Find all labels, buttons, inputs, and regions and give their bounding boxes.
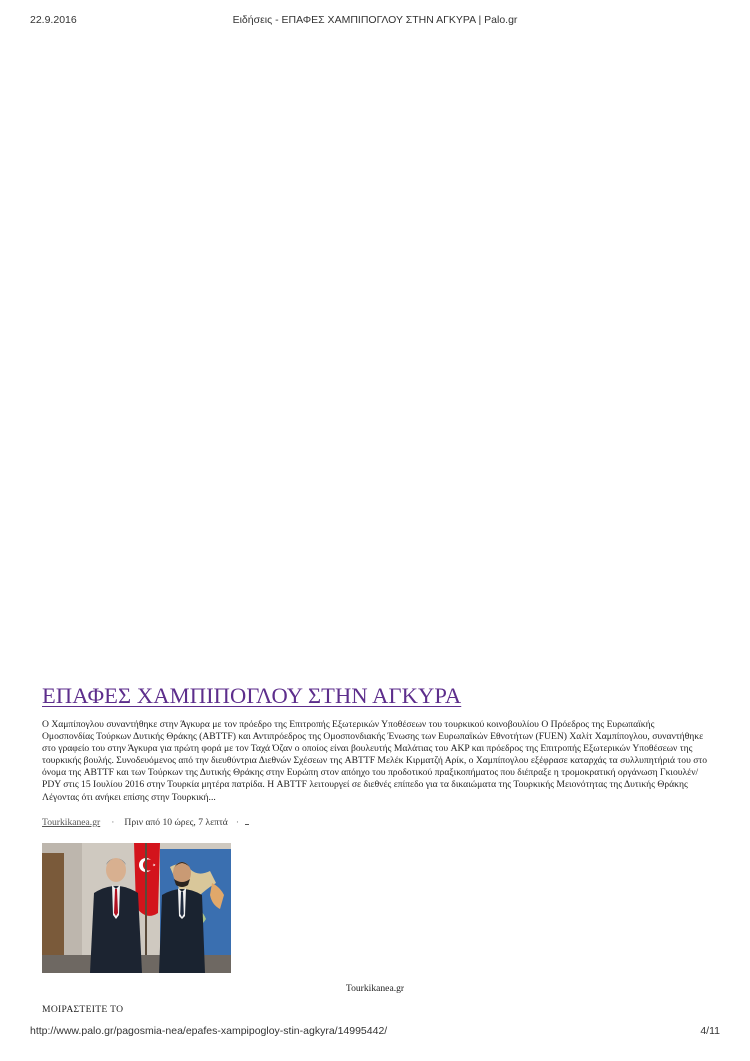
- time-ago: Πριν από 10 ώρες, 7 λεπτά: [124, 816, 228, 828]
- share-heading: ΜΟΙΡΑΣΤΕΙΤΕ ΤΟ: [42, 1004, 124, 1015]
- print-date: 22.9.2016: [30, 14, 77, 26]
- article-title-link[interactable]: ΕΠΑΦΕΣ ΧΑΜΠΙΠΟΓΛΟΥ ΣΤΗΝ ΑΓΚΥΡΑ: [42, 683, 462, 708]
- source-link[interactable]: Tourkikanea.gr: [42, 816, 101, 828]
- article-photo[interactable]: [42, 843, 231, 973]
- article-body: Ο Χαμπίπογλου συναντήθηκε στην Άγκυρα με τον πρόεδρο της Επιτροπής Εξωτερικών Υποθέσεων του τουρκικού κοινοβουλίου Ο Πρόεδρος της Ευρωπαϊκής Ομοσπονδίας Τούρκων Δυτικής Θράκης (ABTTF) και Αντιπρόεδρος της Ομοσπονδιακής Ένωσης των Ευρωπαϊκών Εθνοτήτων (FUEN) Χαλίτ Χαμπίπογλου, συναντήθηκε στο γραφείο του στην Άγκυρα για πρώτη φορά με τον Ταχά Όζαν ο οποίος είναι βουλευτής Μαλάτιας του AKP και πρόεδρος της Επιτροπής Εξωτερικών Υποθέσεων της τουρκικής βουλής. Συνοδευόμενος από την διευθύντρια Διεθνών Σχέσεων της ABTTF Μελέκ Κιρματζή Αρίκ, ο Χαμπίπογλου εξέφρασε καταρχάς τα συλλυπητήριά του στο όνομα της ABTTF και των Τούρκων της Δυτικής Θράκης στην Ευρώπη στον απόηχο του προδοτικού πραξικοπήματος που διέπραξε η τρομοκρατική οργάνωση Γκιουλέν/ PDY στις 15 Ιουλίου 2016 στην Τουρκία μητέρα πατρίδα. Η ABTTF λειτουργεί σε διεθνές επίπεδο για τα δικαιώματα της Τουρκικής Μειονότητας της Δυτικής Θράκης Λέγοντας ότι ανήκει επίσης στην Τουρκική...: [42, 719, 708, 803]
- print-header: [30, 14, 720, 30]
- article-meta: [42, 816, 708, 830]
- meta-separator: ·: [111, 816, 115, 828]
- print-url: http://www.palo.gr/pagosmia-nea/epafes-xampipogloy-stin-agkyra/14995442/: [30, 1025, 388, 1037]
- image-caption: Tourkikanea.gr: [345, 983, 405, 994]
- print-page-number: 4/11: [700, 1025, 720, 1037]
- print-footer: [30, 1025, 720, 1041]
- meta-separator-2: ·: [235, 816, 240, 828]
- share-link[interactable]: [245, 816, 249, 825]
- article: [42, 682, 708, 830]
- photo-two-men-turkish-flag-icon: [42, 843, 231, 973]
- print-page-title: Ειδήσεις - ΕΠΑΦΕΣ ΧΑΜΠΙΠΟΓΛΟΥ ΣΤΗΝ ΑΓΚΥΡΑ | Palo.gr: [232, 14, 518, 26]
